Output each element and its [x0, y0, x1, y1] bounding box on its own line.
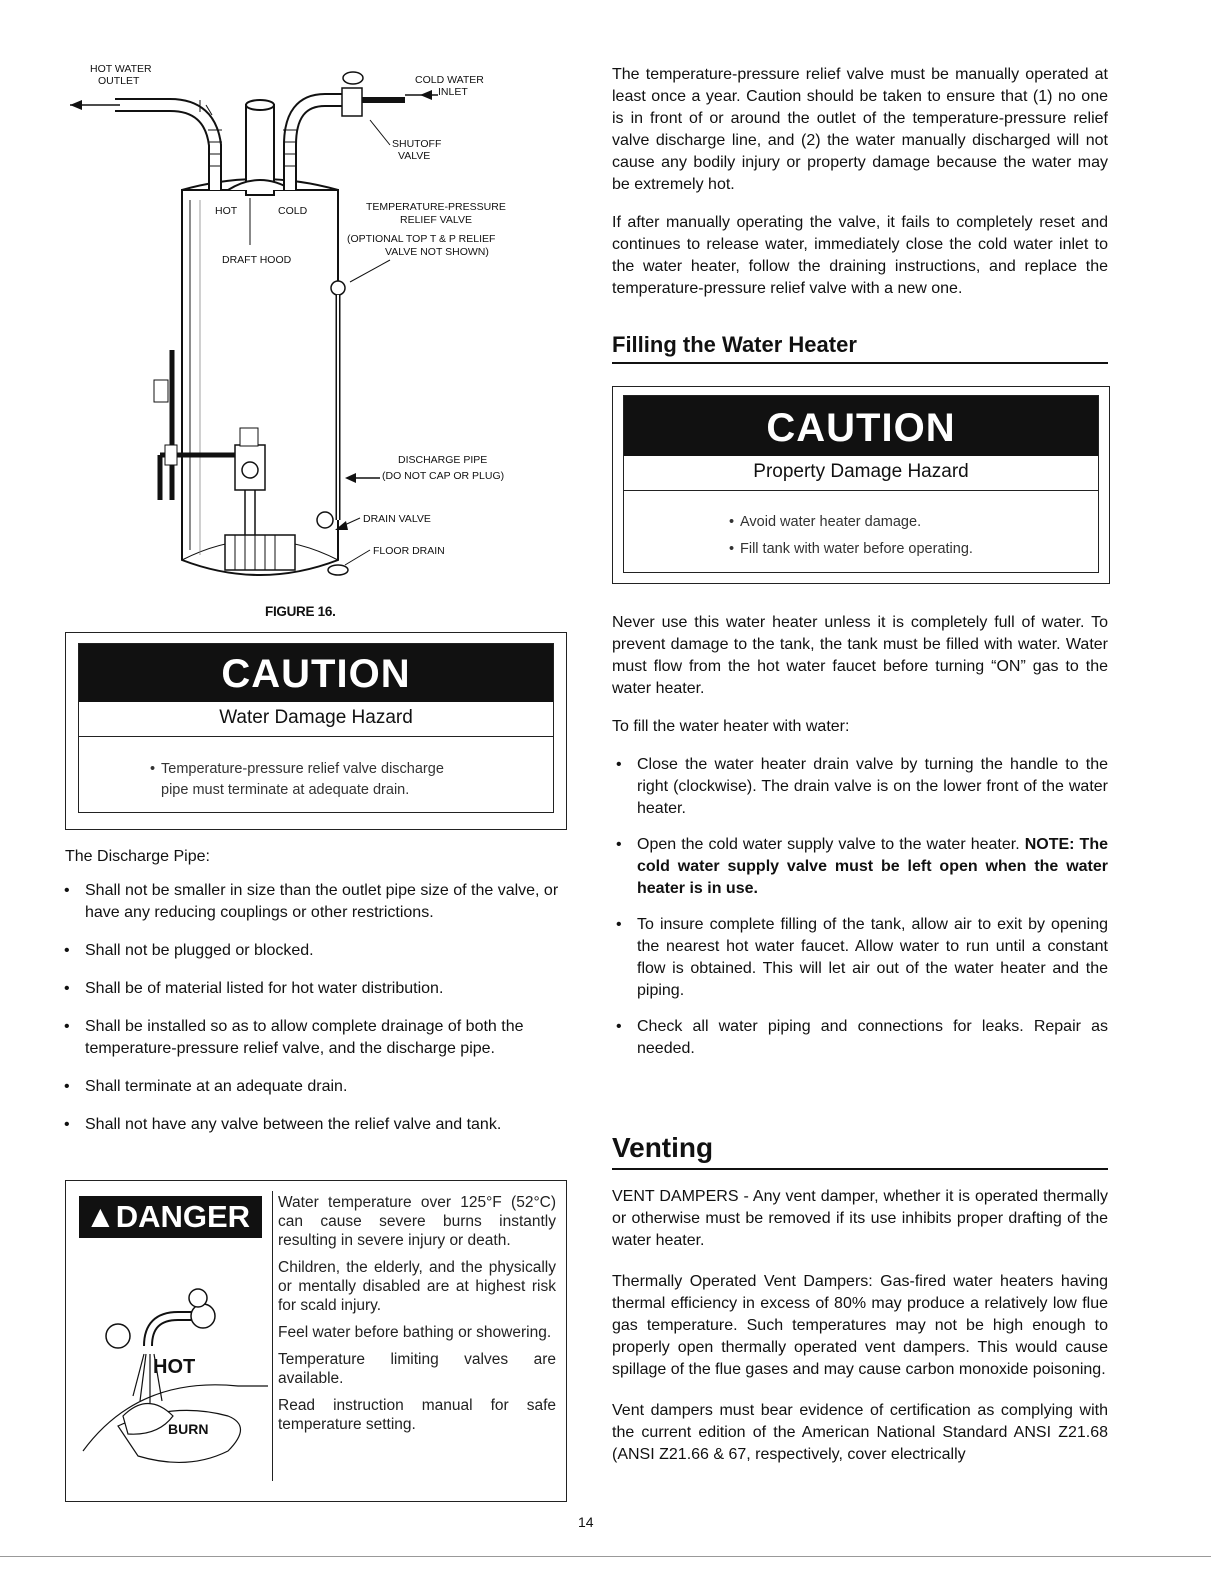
danger-paragraph: Temperature limiting valves are available.	[278, 1351, 556, 1387]
relief-valve-paragraph: If after manually operating the valve, it fails to completely reset and continues to release water, immediately close the cold water inlet to the water heater, follow the draining instructions, and replace the temperature-pressure relief valve with a new one.	[612, 214, 1108, 297]
caution-subtitle: Property Damage Hazard	[624, 456, 1098, 491]
label-shutoff-valve-2: VALVE	[398, 150, 431, 162]
caution-subtitle: Water Damage Hazard	[79, 702, 553, 737]
danger-badge	[79, 1196, 262, 1238]
filling-instructions	[612, 612, 1108, 1074]
caution-title: CAUTION	[79, 644, 553, 702]
caution-water-damage-box	[65, 632, 567, 830]
danger-label: DANGER	[115, 1199, 251, 1234]
label-tp-valve: TEMPERATURE-PRESSURE	[366, 201, 506, 213]
page-number: 14	[578, 1514, 594, 1530]
heading-venting: Venting	[612, 1132, 1108, 1170]
caution-bullet: • Fill tank with water before operating.	[740, 536, 1098, 563]
label-tp-valve-3: (OPTIONAL TOP T & P RELIEF	[347, 233, 496, 245]
caution-inner-frame	[78, 643, 554, 813]
caution-bullets	[79, 737, 553, 801]
list-item: • Shall not be plugged or blocked.	[60, 940, 570, 962]
danger-paragraph: Feel water before bathing or showering.	[278, 1324, 552, 1341]
caution-title: CAUTION	[624, 396, 1098, 456]
discharge-intro: The Discharge Pipe:	[65, 848, 210, 865]
step-text: Open the cold water supply valve to the water heater.	[637, 836, 1020, 853]
caution-bullets	[624, 491, 1098, 563]
step-text: Close the water heater drain valve by turning the handle to the right (clockwise). The drain valve is on the lower front of the water heater.	[637, 756, 1108, 817]
label-tp-valve-2: RELIEF VALVE	[400, 214, 472, 226]
list-item	[612, 754, 1108, 820]
label-tp-valve-4: VALVE NOT SHOWN)	[385, 246, 489, 258]
hot-text: HOT	[153, 1356, 196, 1378]
label-hot-water-outlet: HOT WATER	[90, 63, 152, 75]
list-item	[612, 834, 1108, 900]
step-text: Check all water piping and connections for leaks. Repair as needed.	[637, 1018, 1108, 1057]
danger-paragraph: Children, the elderly, and the physically or mentally disabled are at highest risk for scald injury.	[278, 1259, 556, 1314]
label-drain-valve: DRAIN VALVE	[363, 513, 431, 525]
danger-divider	[272, 1191, 273, 1481]
bottom-rule	[0, 1556, 1211, 1557]
list-item: • Shall be installed so as to allow complete drainage of both the temperature-pressure relief valve, and the discharge pipe.	[60, 1016, 570, 1060]
caution-bullet-continued: pipe must terminate at adequate drain.	[161, 782, 410, 798]
venting-paragraph: VENT DAMPERS - Any vent damper, whether it is operated thermally or otherwise must be removed if its use inhibits proper drafting of the water heater.	[612, 1188, 1108, 1249]
list-item: • Shall be of material listed for hot water distribution.	[60, 978, 570, 1000]
filling-steps-list	[612, 754, 1108, 1060]
label-draft-hood: DRAFT HOOD	[222, 254, 292, 266]
caution-bullet: • Temperature-pressure relief valve discharge	[161, 759, 553, 780]
danger-scald-box	[65, 1180, 567, 1502]
caution-inner-frame	[623, 395, 1099, 573]
hot-water-burn-icon	[78, 1276, 268, 1481]
caution-bullet: • Avoid water heater damage.	[740, 509, 1098, 536]
list-item	[612, 1016, 1108, 1060]
label-floor-drain: FLOOR DRAIN	[373, 545, 445, 557]
label-hot-water-outlet-2: OUTLET	[98, 75, 140, 87]
figure-caption: FIGURE 16.	[265, 604, 336, 619]
venting-text	[612, 1186, 1108, 1485]
venting-paragraph: Vent dampers must bear evidence of certification as complying with the current edition of the American National Standard ANSI Z21.68 (ANSI Z21.66 & 67, respectively, cover electrically	[612, 1402, 1108, 1463]
list-item: • Shall not be smaller in size than the outlet pipe size of the valve, or have any reducing couplings or other restrictions.	[60, 880, 570, 924]
label-cold-water-inlet: COLD WATER	[415, 74, 484, 86]
list-item	[612, 914, 1108, 1002]
label-cold: COLD	[278, 205, 308, 217]
step-text: To insure complete filling of the tank, allow air to exit by opening the nearest hot water faucet. Allow water to run until a constant flow is obtained. This will let air out of the water heater and the piping.	[637, 916, 1108, 999]
danger-text	[278, 1193, 556, 1442]
note-text: NOTE: The cold water supply valve must be left open when the water heater is in use.	[637, 836, 1108, 897]
list-item: • Shall terminate at an adequate drain.	[60, 1076, 570, 1098]
warning-triangle-icon: ▲	[85, 1199, 116, 1234]
caution-property-damage-box	[612, 386, 1110, 584]
water-heater-diagram	[60, 50, 580, 600]
relief-valve-paragraph: The temperature-pressure relief valve must be manually operated at least once a year. Caution should be taken to ensure that (1) no one is in front of or around the outlet of the temperature-pressure relief valve discharge line, and (2) the water manually discharged will not cause any bodily injury or property damage because the water may be extremely hot.	[612, 66, 1108, 193]
discharge-requirements-list	[60, 880, 570, 1152]
heading-filling: Filling the Water Heater	[612, 332, 1108, 364]
relief-valve-text	[612, 64, 1108, 316]
label-discharge-pipe: DISCHARGE PIPE	[398, 454, 488, 466]
danger-paragraph: Water temperature over 125°F (52°C) can cause severe burns instantly resulting in severe injury or death.	[278, 1194, 556, 1249]
venting-paragraph: Thermally Operated Vent Dampers: Gas-fired water heaters having thermal efficiency in excess of 80% may produce a relatively low flue gas temperature. Such temperatures may not be high enough to properly open thermally operated vent dampers. This would cause spillage of the flue gases and may cause carbon monoxide poisoning.	[612, 1273, 1108, 1378]
label-discharge-pipe-2: (DO NOT CAP OR PLUG)	[382, 470, 505, 482]
filling-lead: To fill the water heater with water:	[612, 718, 850, 735]
burn-text: BURN	[168, 1421, 209, 1437]
label-cold-water-inlet-2: INLET	[438, 86, 468, 98]
filling-intro: Never use this water heater unless it is completely full of water. To prevent damage to the tank, the tank must be filled with water. Water must flow from the hot water faucet before turning “ON” gas to the water heater.	[612, 614, 1108, 697]
label-shutoff-valve: SHUTOFF	[392, 138, 442, 150]
list-item: • Shall not have any valve between the relief valve and tank.	[60, 1114, 570, 1136]
label-hot: HOT	[215, 205, 238, 217]
danger-paragraph: Read instruction manual for safe temperature setting.	[278, 1397, 556, 1433]
